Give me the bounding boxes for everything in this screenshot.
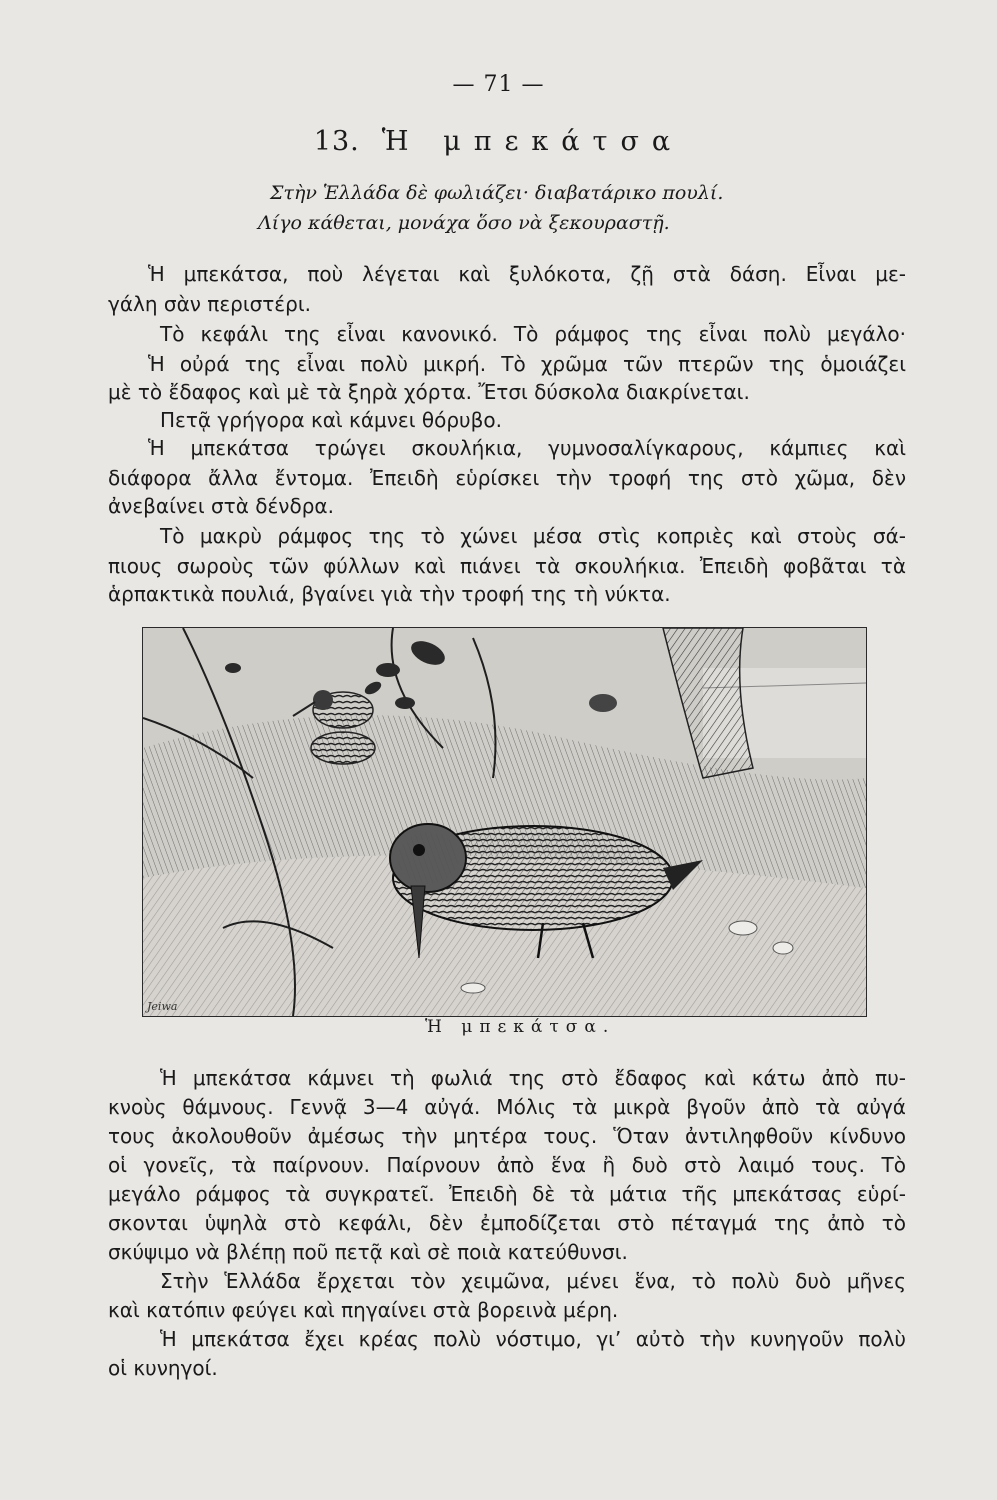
chapter-title-text: Ἡ μπεκάτσα [381, 126, 684, 157]
text-line: διάφορα ἄλλα ἔντομα. Ἐπειδὴ εὑρίσκει τὴν τροφή της στὸ χῶμα, δὲν [108, 466, 906, 490]
text-line: Τὸ μακρὺ ράμφος της τὸ χώνει μέσα στὶς κοπριὲς καὶ στοὺς σά- [160, 524, 906, 548]
text-line: Ἡ οὐρά της εἶναι πολὺ μικρή. Τὸ χρῶμα τῶν πτερῶν της ὁμοιάζει [148, 352, 906, 376]
text-line: Ἡ μπεκάτσα κάμνει τὴ φωλιά της στὸ ἔδαφος καὶ κάτω ἀπὸ πυ- [160, 1066, 906, 1090]
text-line: Ἡ μπεκάτσα ἔχει κρέας πολὺ νόστιμο, γι’ αὐτὸ τὴν κυνηγοῦν πολὺ [160, 1327, 906, 1351]
text-line: μεγάλο ράμφος τὰ συγκρατεῖ. Ἐπειδὴ δὲ τὰ μάτια τῆς μπεκάτσας εὑρί- [108, 1182, 906, 1206]
text-line: τους ἀκολουθοῦν ἀμέσως τὴν μητέρα τους. Ὅταν ἀντιληφθοῦν κίνδυνο [108, 1124, 906, 1148]
text-line: κνοὺς θάμνους. Γεννᾷ 3—4 αὐγά. Μόλις τὰ μικρὰ βγοῦν ἀπὸ τὰ αὐγά [108, 1095, 906, 1119]
chapter-number: 13. [313, 126, 360, 157]
woodcock-eye [413, 844, 425, 856]
text-line: γάλη σὰν περιστέρι. [108, 292, 311, 316]
woodcock-illustration [142, 627, 867, 1017]
chapter-title [0, 126, 997, 157]
engraving-svg [143, 628, 866, 1016]
epigraph-line: Λίγο κάθεται, μονάχα ὅσο νὰ ξεκουραστῇ. [258, 212, 670, 234]
text-line: ἁρπακτικὰ πουλιά, βγαίνει γιὰ τὴν τροφή της τὴ νύκτα. [108, 582, 671, 606]
text-line: σκονται ὑψηλὰ στὸ κεφάλι, δὲν ἐμποδίζεται στὸ πέταγμά της ἀπὸ τὸ [108, 1211, 906, 1235]
text-line: οἱ γονεῖς, τὰ παίρνουν. Παίρνουν ἀπὸ ἕνα ἢ δυὸ στὸ λαιμό τους. Τὸ [108, 1153, 906, 1177]
text-line: Ἡ μπεκάτσα, ποὺ λέγεται καὶ ξυλόκοτα, ζῇ στὰ δάση. Εἶναι με- [148, 262, 906, 286]
artist-signature: Jeiwa [147, 1000, 178, 1013]
figure-caption: Ἡ μπεκάτσα. [425, 1017, 616, 1037]
page-number: — 71 — [452, 72, 545, 97]
text-line: Τὸ κεφάλι της εἶναι κανονικό. Τὸ ράμφος της εἶναι πολὺ μεγάλο· [160, 322, 906, 346]
text-line: Ἡ μπεκάτσα τρώγει σκουλήκια, γυμνοσαλίγκαρους, κάμπιες καὶ [148, 436, 906, 460]
text-line: πιους σωροὺς τῶν φύλλων καὶ πιάνει τὰ σκουλήκια. Ἐπειδὴ φοβᾶται τὰ [108, 554, 906, 578]
text-line: καὶ κατόπιν φεύγει καὶ πηγαίνει στὰ βορεινὰ μέρη. [108, 1298, 619, 1322]
text-line: μὲ τὸ ἔδαφος καὶ μὲ τὰ ξηρὰ χόρτα. Ἔτσι δύσκολα διακρίνεται. [108, 380, 750, 404]
text-line: οἱ κυνηγοί. [108, 1356, 218, 1380]
text-line: ἀνεβαίνει στὰ δένδρα. [108, 494, 334, 518]
text-line: Στὴν Ἑλλάδα ἔρχεται τὸν χειμῶνα, μένει ἕνα, τὸ πολὺ δυὸ μῆνες [160, 1269, 906, 1293]
text-line: Πετᾷ γρήγορα καὶ κάμνει θόρυβο. [160, 408, 502, 432]
text-line: σκύψιμο νὰ βλέπῃ ποῦ πετᾷ καὶ σὲ ποιὰ κατεύθυνσι. [108, 1240, 628, 1264]
epigraph-line: Στὴν Ἑλλάδα δὲ φωλιάζει· διαβατάρικο πουλί. [270, 182, 724, 204]
